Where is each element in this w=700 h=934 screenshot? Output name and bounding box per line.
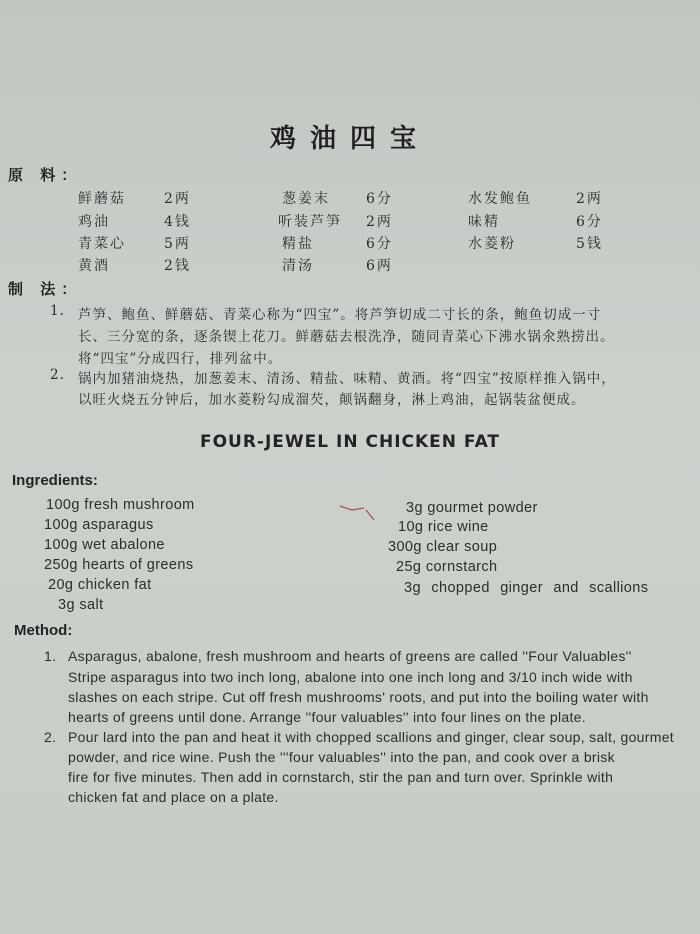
cn-ingredient-name: 听装芦笋 — [278, 214, 342, 230]
en-step-line: chicken fat and place on a plate. — [68, 789, 279, 805]
en-ingredient: 100g fresh mushroom — [46, 497, 195, 513]
en-step-line: powder, and rice wine. Push the '''four valuables'' into the pan, and cook over a brisk — [68, 749, 615, 765]
cn-ingredient-name: 水菱粉 — [468, 236, 516, 252]
english-ingredients-label: Ingredients: — [12, 472, 98, 489]
cn-ingredient-qty: 6分 — [366, 191, 393, 207]
cn-ingredient-qty: 5两 — [164, 236, 191, 252]
en-ingredient: 300g clear soup — [388, 539, 498, 555]
en-step-line: Stripe asparagus into two inch long, abalone into one inch long and 3/10 inch wide with — [68, 669, 633, 685]
english-title: FOUR-JEWEL IN CHICKEN FAT — [199, 432, 501, 452]
en-ingredient: 100g asparagus — [44, 517, 154, 533]
cn-ingredient-qty: 5钱 — [576, 236, 603, 252]
cn-step-line: 锅内加猪油烧热，加葱姜末、清汤、精盐、味精、黄酒。将“四宝”按原样推入锅中， — [78, 371, 616, 387]
cn-ingredient-name: 味精 — [468, 214, 500, 230]
cn-ingredient-name: 精盐 — [282, 236, 314, 252]
cn-ingredient-name: 鸡油 — [78, 214, 110, 230]
cn-ingredient-qty: 2两 — [576, 191, 603, 207]
cn-step-line: 长、三分宽的条，逐条锲上花刀。鲜蘑菇去根洗净，随同青菜心下沸水锅氽熟捞出。 — [78, 329, 615, 345]
cn-step-number: 2. — [50, 367, 65, 383]
en-step-line: Pour lard into the pan and heat it with chopped scallions and ginger, clear soup, salt, gourmet — [68, 729, 674, 745]
cn-ingredient-qty: 2钱 — [164, 258, 191, 274]
cn-step-line: 将“四宝”分成四行，排列盆中。 — [78, 351, 283, 367]
cn-ingredient-name: 青菜心 — [78, 236, 126, 252]
cn-ingredient-qty: 4钱 — [164, 214, 191, 230]
cn-ingredient-name: 葱姜末 — [282, 191, 330, 207]
en-ingredient: 100g wet abalone — [44, 537, 165, 553]
en-ingredient: 3g salt — [58, 597, 104, 613]
en-step-number: 2. — [44, 729, 57, 745]
en-ingredient: 25g cornstarch — [396, 559, 498, 575]
en-step-number: 1. — [44, 648, 57, 664]
english-method-label: Method: — [14, 622, 73, 639]
cn-step-number: 1. — [50, 303, 65, 319]
en-ingredient: 20g chicken fat — [48, 577, 152, 593]
en-step-line: hearts of greens until done. Arrange ''four valuables'' into four lines on the plate. — [68, 709, 586, 725]
en-ingredient: 250g hearts of greens — [44, 557, 194, 573]
pen-mark — [338, 500, 378, 522]
cn-ingredient-name: 黄酒 — [78, 258, 110, 274]
en-ingredient: 10g rice wine — [398, 519, 489, 535]
cn-step-line: 以旺火烧五分钟后，加水菱粉勾成溜芡，颠锅翻身，淋上鸡油，起锅装盆便成。 — [78, 392, 586, 408]
cn-ingredient-name: 水发鲍鱼 — [468, 191, 532, 207]
en-ingredient: 3g chopped ginger and scallions — [404, 580, 649, 596]
cn-ingredient-qty: 2两 — [164, 191, 191, 207]
en-step-line: slashes on each stripe. Cut off fresh mushrooms' roots, and put into the boiling water with — [68, 689, 649, 705]
chinese-method-label: 制 法： — [8, 280, 83, 298]
en-step-line: Asparagus, abalone, fresh mushroom and hearts of greens are called ''Four Valuables'' — [68, 648, 632, 664]
chinese-title: 鸡油四宝 — [269, 124, 430, 154]
cn-step-line: 芦笋、鲍鱼、鲜蘑菇、青菜心称为“四宝”。将芦笋切成二寸长的条，鲍鱼切成一寸 — [78, 307, 602, 323]
cn-ingredient-qty: 6分 — [576, 214, 603, 230]
en-step-line: fire for five minutes. Then add in cornstarch, stir the pan and turn over. Sprinkle with — [68, 769, 614, 785]
cn-ingredient-qty: 2两 — [366, 214, 393, 230]
en-ingredient: 3g gourmet powder — [406, 500, 538, 516]
chinese-ingredients-label: 原 料： — [8, 166, 83, 184]
cn-ingredient-qty: 6两 — [366, 258, 393, 274]
cn-ingredient-qty: 6分 — [366, 236, 393, 252]
cn-ingredient-name: 鲜蘑菇 — [78, 191, 126, 207]
cn-ingredient-name: 清汤 — [282, 258, 314, 274]
